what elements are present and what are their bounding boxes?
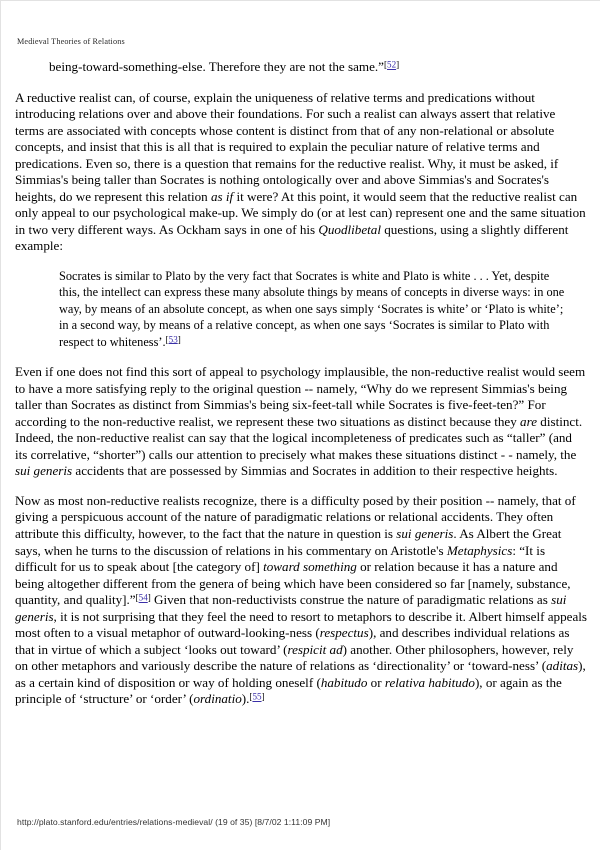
footnote-link-55[interactable]: 55: [252, 691, 262, 702]
footnote-ref-53-wrapper: [166, 335, 181, 349]
para2-italic-sui-generis: sui generis: [15, 463, 73, 479]
para3-italic-metaphysics: Metaphysics: [446, 542, 513, 558]
footnote-link-52[interactable]: 52: [387, 59, 397, 70]
footer-timestamp: [8/7/02 1:11:09 PM]: [254, 817, 331, 827]
para3-italic-toward-something: toward something: [263, 559, 357, 575]
blockquote-text-container: [59, 268, 565, 350]
paragraph-albert-the-great: [15, 493, 587, 708]
para1-part3: questions, using a slightly different example:: [15, 221, 569, 254]
para3-part5: Given that non-reductivists construe the nature of paradigmatic relations as: [150, 592, 552, 608]
para3-italic-ordinatio: ordinatio: [193, 691, 242, 707]
footnote-bracket-close: ]: [147, 592, 151, 603]
footnote-bracket-close: ]: [177, 334, 181, 345]
footnote-ref-55-wrapper: [249, 691, 264, 706]
para3-part11: ), or again as the principle of ‘structure’ or ‘order’ (: [15, 674, 562, 707]
continued-text: being-toward-something-else. Therefore they are not the same.”: [49, 59, 384, 74]
para3-part7: ), and describes individual relations as that in virtue of which a subject ‘looks out toward’ (: [15, 625, 570, 657]
footnote-link-53[interactable]: 53: [168, 334, 178, 345]
footnote-bracket-close: ]: [261, 691, 265, 702]
para1-italic-quodlibetal: Quodlibetal: [318, 221, 381, 237]
para3-italic-respicit-ad: respicit ad: [287, 641, 343, 657]
footnote-ref-52-wrapper: [384, 59, 399, 74]
ockham-blockquote: [15, 268, 587, 350]
footnote-bracket-open: [: [135, 592, 139, 603]
footnote-link-54[interactable]: 54: [138, 592, 148, 603]
running-header: Medieval Theories of Relations: [17, 37, 125, 46]
continued-paragraph: [15, 59, 587, 76]
para1-part2: it were? At this point, it would seem that the reductive realist can only appeal to our psychological make-up. We simply do (or at lest can) represent one and the same situation in two very different ways. As Ockham says in one of his: [15, 188, 586, 237]
paragraph-non-reductive-realist: [15, 364, 587, 480]
para3-part9: ), as a certain kind of disposition or way of holding oneself (: [15, 658, 586, 690]
para3-italic-sui-generis-2: sui generis: [15, 592, 567, 624]
footnote-bracket-close: ]: [396, 59, 400, 70]
footnote-bracket-open: [: [249, 691, 253, 702]
footer-url: http://plato.stanford.edu/entries/relations-medieval/: [17, 817, 213, 827]
para3-italic-habitudo: habitudo: [320, 674, 368, 690]
para3-part6: , it is not surprising that they feel the need to resort to metaphors to describe it. Albert himself appeals most often to a visual metaphor of outward-looking-ness (: [15, 608, 587, 641]
footnote-bracket-open: [: [165, 334, 169, 345]
para3-part3: : “It is difficult for us to speak about [the category of]: [15, 542, 546, 575]
para3-part8: ) another. Other philosophers, however, rely on other metaphors and variously describe the nature of relations as ‘directionality’ or ‘toward-ness’ (: [15, 641, 574, 674]
blockquote-text: Socrates is similar to Plato by the very fact that Socrates is white and Plato is white . . . Yet, despite this, the intellect can express these many absolute things by means of concepts in diverse ways: in one way, by means of an absolute concept, as when one says simply ‘Socrates is white’ or ‘Plato is white’; in a second way, by means of a relative concept, as when one says ‘Socrates is similar to Plato with respect to whiteness’.: [59, 269, 565, 349]
page-footer: [17, 817, 330, 827]
para3-italic-sui-generis-1: sui generis: [396, 525, 454, 541]
para3-part12: ).: [241, 691, 250, 707]
para3-italic-aditas: aditas: [546, 658, 579, 674]
footer-page-indicator: (19 of 35): [215, 817, 253, 827]
footnote-ref-54-wrapper: [136, 592, 151, 607]
para3-part2: . As Albert the Great says, when he turns to the discussion of relations in his commentary on Aristotle's: [15, 525, 562, 558]
para3-italic-relativa-habitudo: relativa habitudo: [384, 674, 475, 690]
para2-part3: accidents that are possessed by Simmias and Socrates in addition to their respective heights.: [72, 463, 558, 479]
para2-italic-are: are: [520, 413, 538, 429]
para2-part1: Even if one does not find this sort of appeal to psychology implausible, the non-reductive realist would seem to have a more satisfying reply to the original question -- namely, “Why do we represent Simmias's being taller than Socrates as distinct from Simmias's being six-feet-tall while Socrates is five-feet-ten?” For according to the non-reductive realist, we represent these two situations as distinct because they: [15, 364, 586, 429]
para3-italic-respectus: respectus: [319, 625, 369, 641]
para1-italic-as-if: as if: [211, 188, 234, 204]
para2-part2: distinct. Indeed, the non-reductive realist can say that the logical incompleteness of predicates such as “taller” (and its correlative, “shorter”) calls our attention to precisely what makes these situations distinct - - namely, the: [15, 413, 583, 462]
para1-part1: A reductive realist can, of course, explain the uniqueness of relative terms and predications without introducing relations over and above their foundations. For such a realist can always assert that relative terms are associated with concepts whose content is distinct from that of any non-relational or absolute concepts, and insist that this is all that is required to explain the peculiar nature of relative terms and predications. Even so, there is a question that remains for the reductive realist. Why, it must be asked, if Simmias's being taller than Socrates is nothing ontologically over and above Simmias's and Socrates's heights, do we represent this relation: [15, 89, 559, 204]
paragraph-reductive-realist: [15, 90, 587, 255]
page-content: [15, 59, 587, 721]
para3-part4: or relation because it has a nature and being altogether different from the genera of being which have been considered so far [namely, substance, quantity, and quality].”: [15, 559, 571, 608]
para3-part1: Now as most non-reductive realists recognize, there is a difficulty posed by their position -- namely, that of giving a perspicuous account of the nature of paradigmatic relations or relational accidents. They often attribute this difficulty, however, to the fact that the nature in question is: [15, 492, 576, 541]
footnote-bracket-open: [: [383, 59, 388, 70]
para3-part10: or: [367, 674, 385, 690]
